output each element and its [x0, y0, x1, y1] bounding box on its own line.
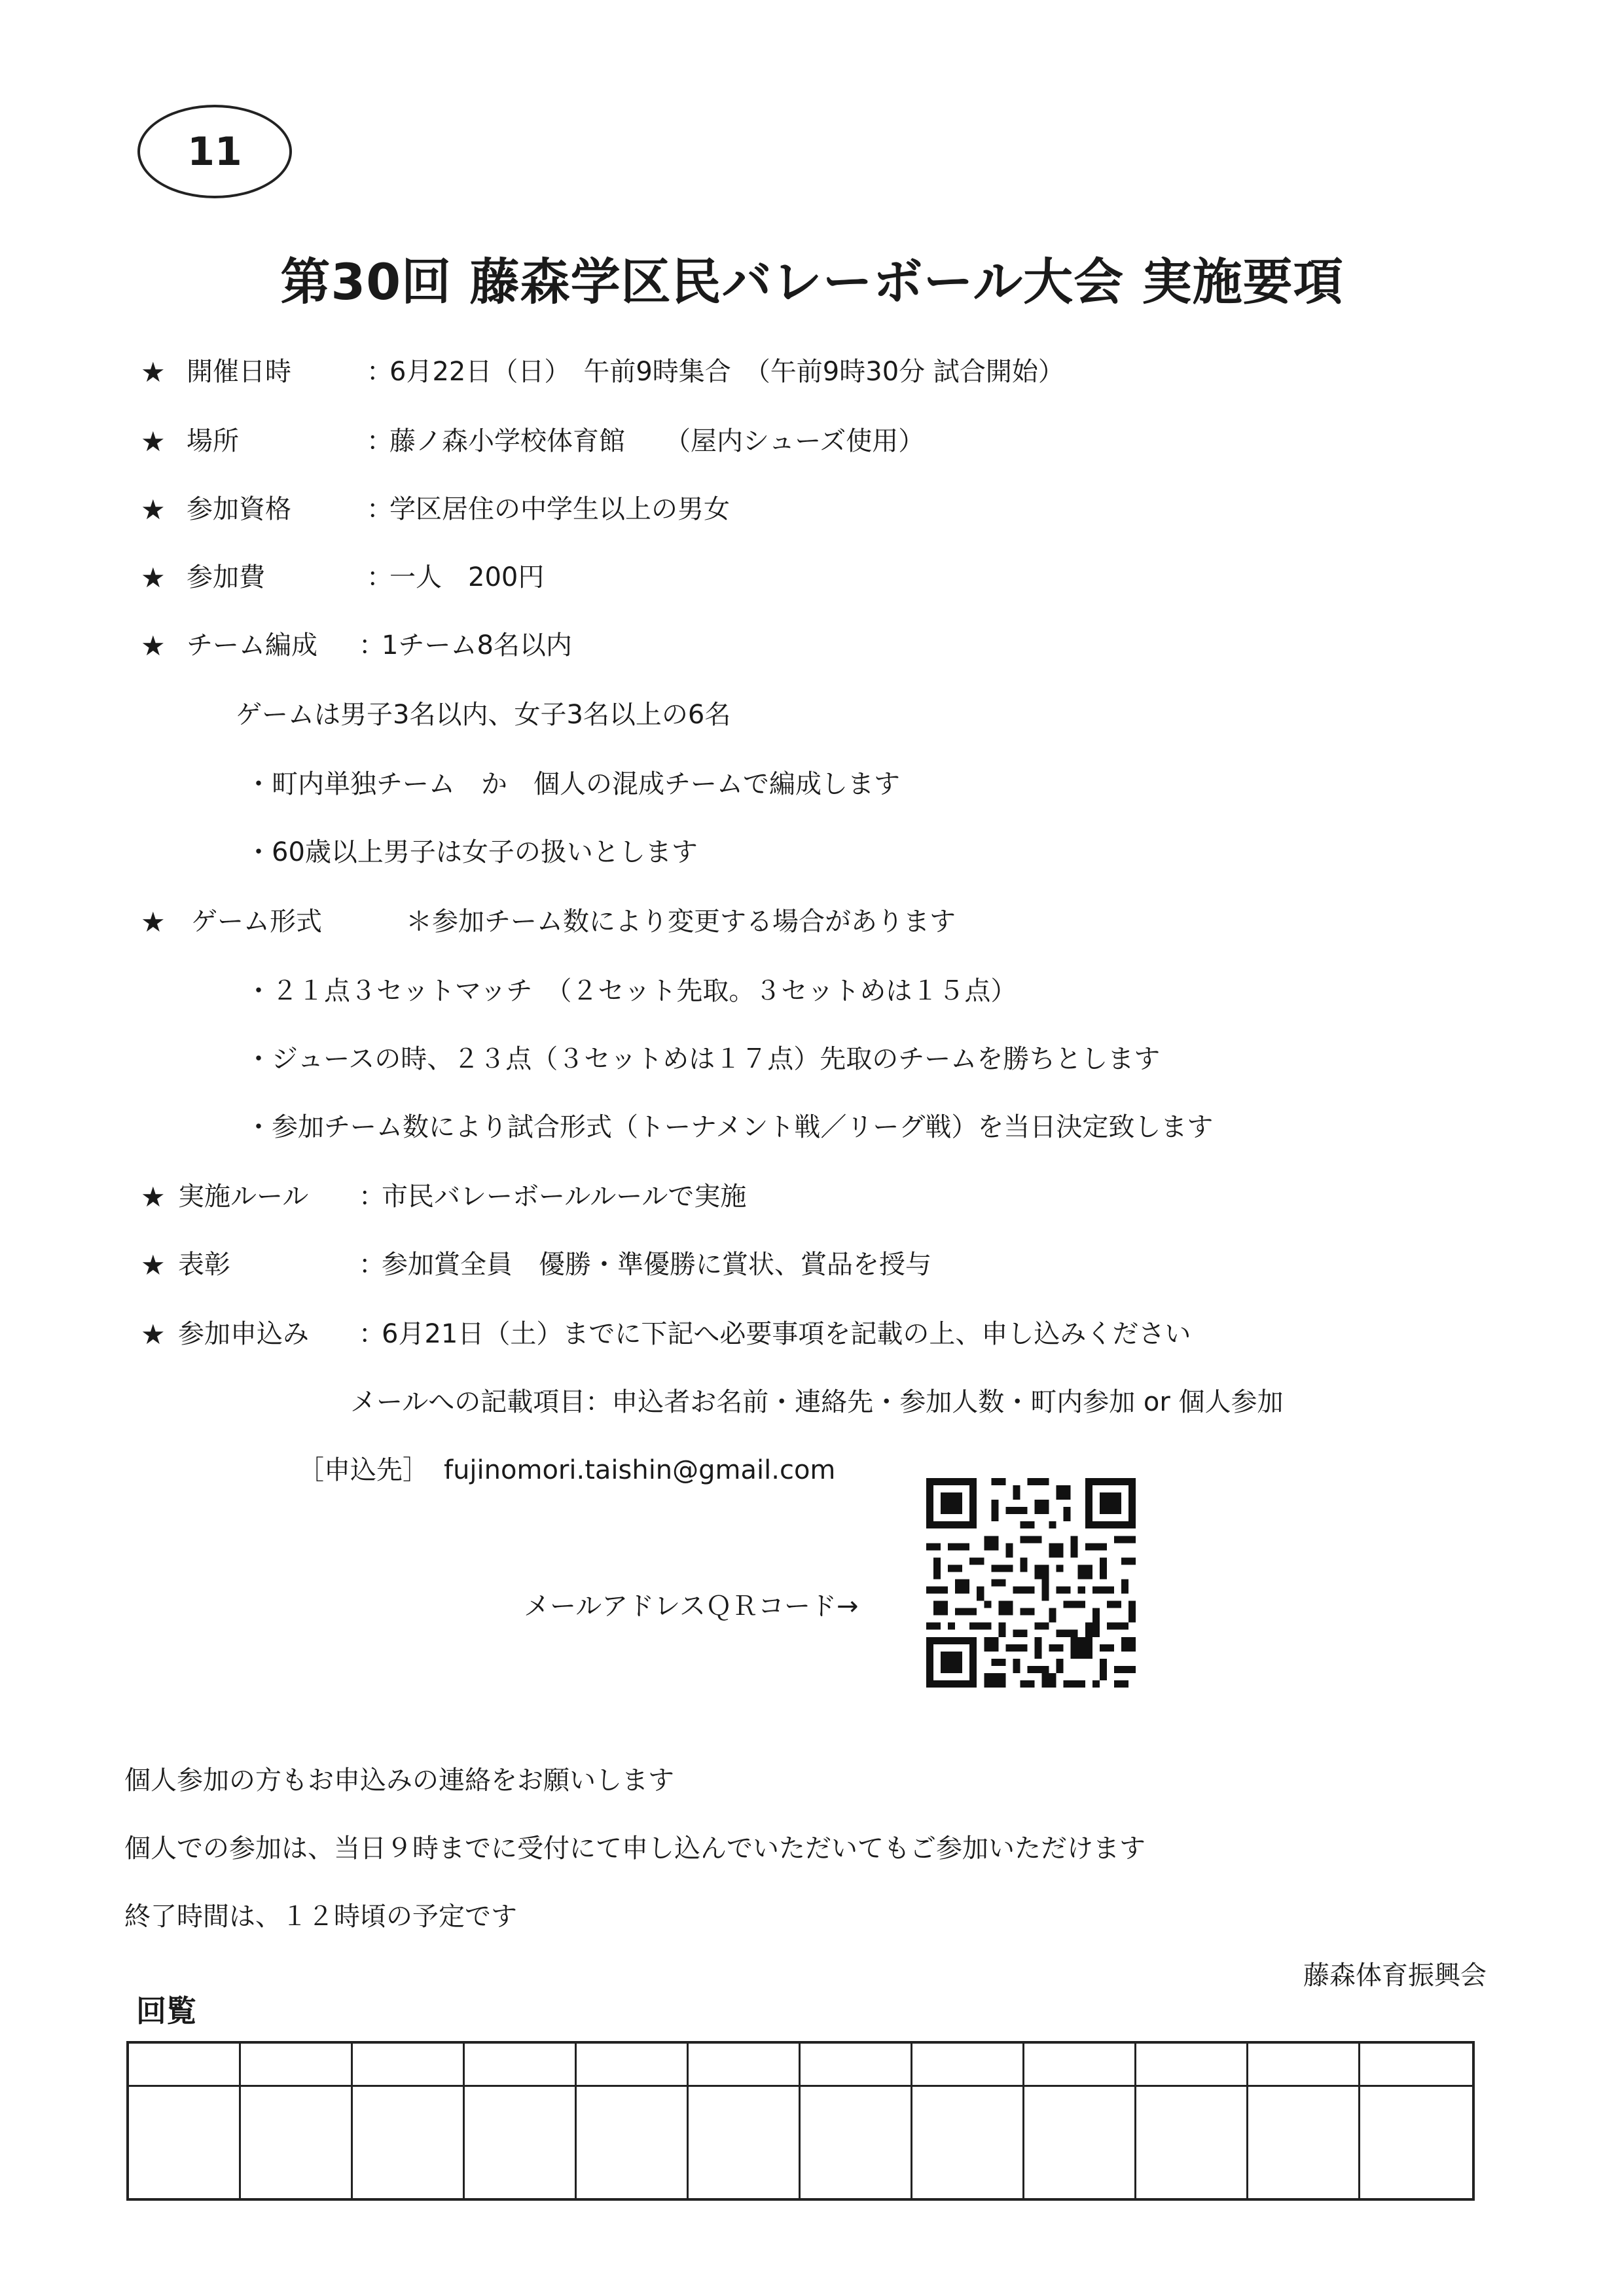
colon: ：: [367, 562, 393, 592]
note-line: 個人での参加は、当日９時までに受付にて申し込んでいただいてもご参加いただけます: [124, 1834, 1146, 1864]
stamp-cell[interactable]: [241, 2087, 353, 2198]
fee-label: 参加費: [187, 562, 265, 592]
circulation-heading: 回覧: [136, 1993, 196, 2029]
date-label: 開催日時: [187, 357, 291, 387]
stamp-cell[interactable]: [689, 2044, 801, 2087]
game-rule-line: ・参加チーム数により試合形式（トーナメント戦／リーグ戦）を当日決定致します: [245, 1112, 1214, 1142]
team-note-line: ・60歳以上男子は女子の扱いとします: [245, 837, 698, 867]
apply-value: 6月21日（土）までに下記へ必要事項を記載の上、申し込みください: [382, 1319, 1191, 1349]
qr-caption: メールアドレスＱＲコード→: [524, 1591, 859, 1621]
mail-items-line: メールへの記載項目：申込者お名前・連絡先・参加人数・町内参加 or 個人参加: [350, 1387, 1284, 1417]
organizer: 藤森体育振興会: [1303, 1961, 1487, 1991]
stamp-cell[interactable]: [1360, 2087, 1472, 2198]
star-bullet-icon: ★: [141, 1249, 166, 1281]
award-label: 表彰: [178, 1250, 230, 1280]
stamp-cell[interactable]: [241, 2044, 353, 2087]
note-line: 個人参加の方もお申込みの連絡をお願いします: [124, 1765, 674, 1796]
date-value: 6月22日（日） 午前9時集合 （午前9時30分 試合開始）: [389, 357, 1064, 387]
stamp-cell[interactable]: [801, 2044, 912, 2087]
eligibility-label: 参加資格: [187, 494, 291, 524]
stamp-cell[interactable]: [465, 2087, 577, 2198]
stamp-cell[interactable]: [1024, 2044, 1136, 2087]
email-address[interactable]: fujinomori.taishin@gmail.com: [444, 1455, 836, 1485]
star-bullet-icon: ★: [141, 630, 166, 662]
eligibility-value: 学区居住の中学生以上の男女: [389, 494, 730, 524]
qr-code-icon[interactable]: [926, 1478, 1136, 1688]
destination-label: ［申込先］: [298, 1455, 429, 1485]
star-bullet-icon: ★: [141, 356, 166, 388]
note-line: 終了時間は、１２時頃の予定です: [124, 1902, 517, 1932]
star-bullet-icon: ★: [141, 906, 166, 938]
document-number: 11: [137, 105, 292, 198]
stamp-cell[interactable]: [129, 2044, 241, 2087]
team-note-line: ゲームは男子3名以内、女子3名以上の6名: [236, 700, 731, 730]
game-note: ＊参加チーム数により変更する場合があります: [406, 907, 956, 937]
star-bullet-icon: ★: [141, 562, 166, 594]
game-label: ゲーム形式: [191, 907, 322, 937]
star-bullet-icon: ★: [141, 1181, 166, 1213]
stamp-cell[interactable]: [912, 2087, 1024, 2198]
stamp-cell[interactable]: [1248, 2087, 1360, 2198]
stamp-cell[interactable]: [689, 2087, 801, 2198]
fee-value: 一人 200円: [389, 562, 545, 592]
place-value: 藤ノ森小学校体育館 （屋内シューズ使用）: [389, 426, 925, 456]
team-note-line: ・町内単独チーム か 個人の混成チームで編成します: [245, 769, 900, 799]
stamp-cell[interactable]: [353, 2087, 465, 2198]
stamp-cell[interactable]: [577, 2044, 689, 2087]
stamp-cell[interactable]: [1024, 2087, 1136, 2198]
team-value: 1チーム8名以内: [382, 630, 572, 660]
stamp-cell[interactable]: [1360, 2044, 1472, 2087]
colon: ：: [359, 630, 385, 660]
stamp-cell[interactable]: [465, 2044, 577, 2087]
stamp-cell[interactable]: [129, 2087, 241, 2198]
rules-value: 市民バレーボールルールで実施: [382, 1182, 747, 1212]
stamp-cell[interactable]: [577, 2087, 689, 2198]
apply-label: 参加申込み: [178, 1319, 309, 1349]
rules-label: 実施ルール: [178, 1182, 309, 1212]
star-bullet-icon: ★: [141, 425, 166, 458]
stamp-cell[interactable]: [801, 2087, 912, 2198]
stamp-cell[interactable]: [1248, 2044, 1360, 2087]
colon: ：: [367, 426, 393, 456]
colon: ：: [359, 1250, 385, 1280]
stamp-cell[interactable]: [353, 2044, 465, 2087]
game-rule-line: ・２１点３セットマッチ （２セット先取。３セットめは１５点）: [245, 976, 1017, 1006]
award-value: 参加賞全員 優勝・準優勝に賞状、賞品を授与: [382, 1250, 931, 1280]
team-label: チーム編成: [187, 630, 317, 660]
stamp-cell[interactable]: [1136, 2087, 1248, 2198]
colon: ：: [359, 1319, 385, 1349]
page-title: 第30回 藤森学区民バレーボール大会 実施要項: [280, 253, 1344, 311]
circulation-stamp-grid: [126, 2041, 1475, 2201]
game-rule-line: ・ジュースの時、２３点（３セットめは１７点）先取のチームを勝ちとします: [245, 1044, 1161, 1074]
star-bullet-icon: ★: [141, 1318, 166, 1350]
stamp-cell[interactable]: [912, 2044, 1024, 2087]
place-label: 場所: [187, 426, 239, 456]
colon: ：: [359, 1182, 385, 1212]
star-bullet-icon: ★: [141, 494, 166, 526]
colon: ：: [367, 494, 393, 524]
colon: ：: [367, 357, 393, 387]
stamp-cell[interactable]: [1136, 2044, 1248, 2087]
